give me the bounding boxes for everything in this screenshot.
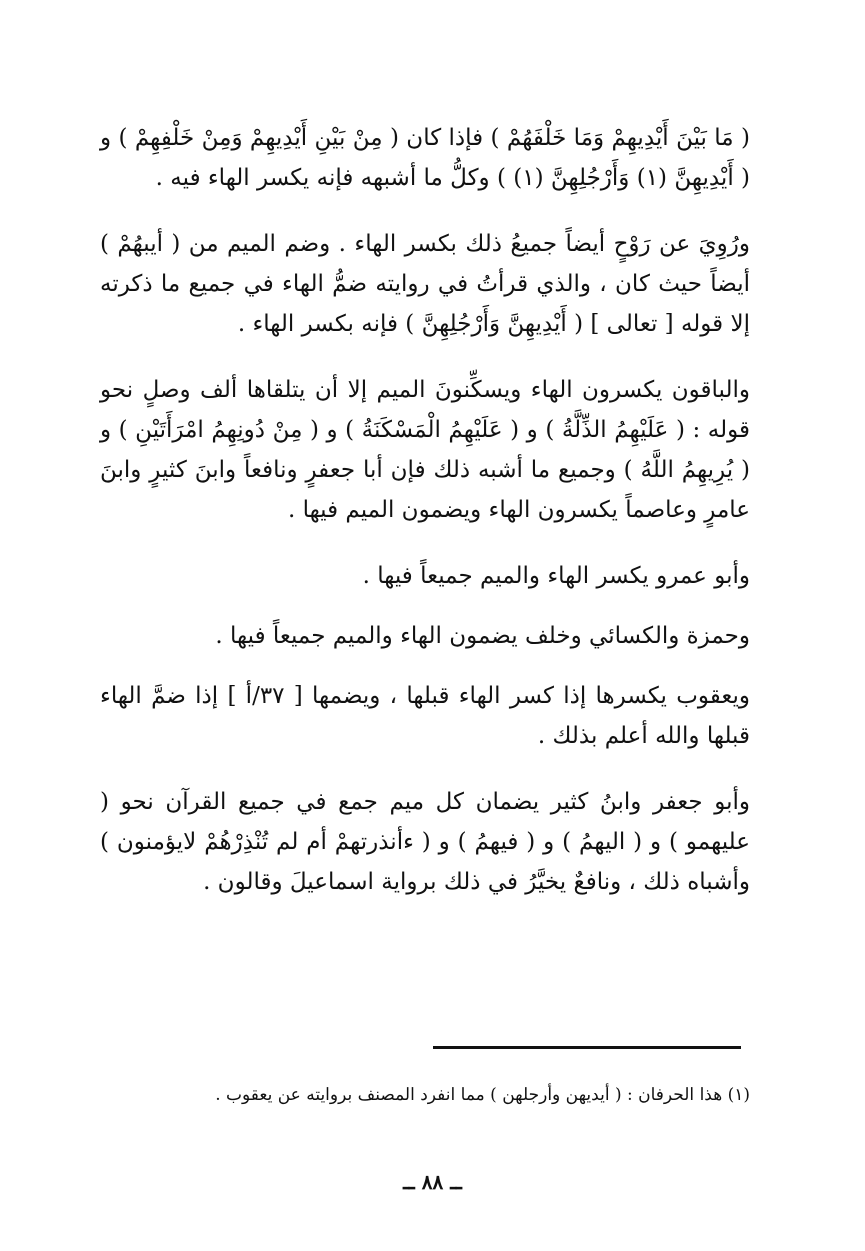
paragraph-6: ويعقوب يكسرها إذا كسر الهاء قبلها ، ويضمها [ ٣٧/أ ] إذا ضمَّ الهاء قبلها والله أعلم بذلك . [100, 683, 750, 749]
paragraph-1: ( مَا بَيْنَ أَيْدِيهِمْ وَمَا خَلْفَهُمْ ) فإذا كان ( مِنْ بَيْنِ أَيْدِيهِمْ وَمِنْ خَلْفِهِمْ ) و ( أَيْدِيهِنَّ (١) وَأَرْجُلِهِنَّ (١) ) وكلُّ ما أشبهه فإنه يكسر الهاء فيه . [100, 125, 750, 191]
paragraph-3: والباقون يكسرون الهاء ويسكِّنونَ الميم إلا أن يتلقاها ألف وصلٍ نحو قوله : ( عَلَيْهِمُ الذِّلَّةُ ) و ( عَلَيْهِمُ الْمَسْكَنَةُ ) و ( مِنْ دُونِهِمُ امْرَأَتَيْنِ ) و ( يُرِيهِمُ اللَّهُ ) وجميع ما أشبه ذلك فإن أبا جعفرٍ ونافعاً وابنَ كثيرٍ وابنَ عامرٍ وعاصماً يكسرون الهاء ويضمون الميم فيها . [100, 377, 750, 523]
paragraph-7: وأبو جعفر وابنُ كثير يضمان كل ميم جمع في جميع القرآن نحو ( عليهمو ) و ( اليهمُ ) و ( فيهمُ ) و ( ءأنذرتهمْ أم لم تُنْذِرْهُمْ لايؤمنون ) وأشباه ذلك ، ونافعٌ يخيَّرُ في ذلك برواية اسماعيلَ وقالون . [100, 789, 750, 895]
page-number: ــ ٨٨ ــ [403, 1170, 462, 1194]
paragraph-5: وحمزة والكسائي وخلف يضمون الهاء والميم جميعاً فيها . [215, 623, 750, 649]
paragraph-2: ورُوِيَ عن رَوْحٍ أيضاً جميعُ ذلك بكسر الهاء . وضم الميم من ( أيبهُمْ ) أيضاً حيث كان ، والذي قرأتُ في روايته ضمُّ الهاء في جميع ما ذكرته إلا قوله [ تعالى ] ( أَيْدِيهِنَّ وَأَرْجُلِهِنَّ ) فإنه بكسر الهاء . [100, 231, 750, 337]
paragraph-4: وأبو عمرو يكسر الهاء والميم جميعاً فيها . [362, 563, 750, 589]
page-body [100, 118, 750, 928]
footnote: (١) هذا الحرفان : ( أيديهن وأرجلهن ) مما انفرد المصنف بروايته عن يعقوب . [215, 1085, 750, 1105]
footnote-divider [433, 1046, 741, 1049]
